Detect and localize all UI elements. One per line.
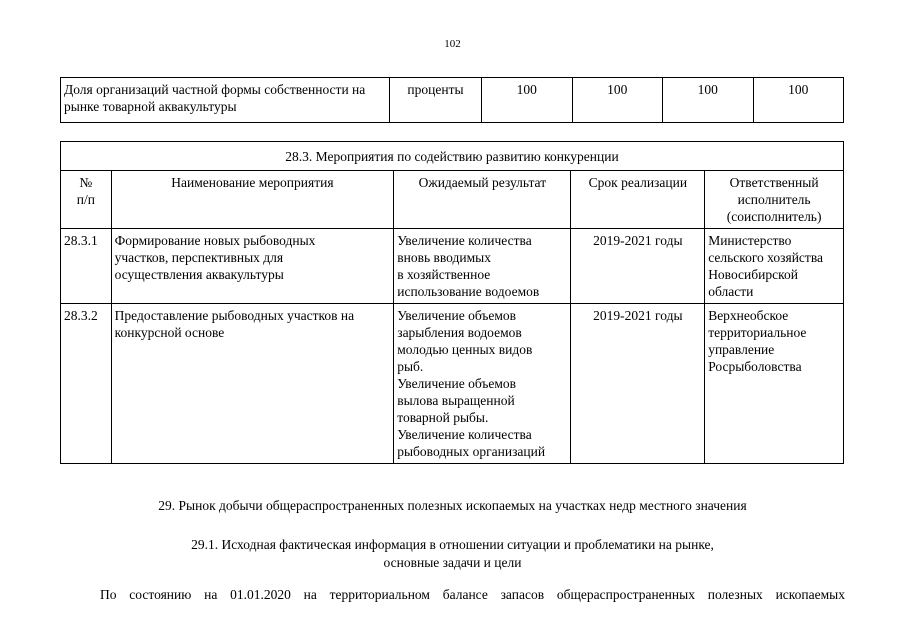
indicator-value: 100	[753, 78, 844, 123]
row-result-line: Увеличение объемов	[397, 376, 517, 391]
row-result-line: товарной рыбы.	[397, 410, 489, 425]
row-term: 2019-2021 годы	[571, 229, 705, 304]
row-result-line: вновь вводимых	[397, 250, 491, 265]
indicator-table	[60, 77, 844, 123]
indicator-value: 100	[482, 78, 573, 123]
page-number: 102	[444, 38, 461, 50]
row-name	[111, 229, 394, 304]
row-result	[394, 304, 571, 464]
row-responsible	[705, 304, 844, 464]
header-responsible	[705, 171, 844, 229]
row-responsible-line: территориальное	[708, 325, 807, 340]
row-responsible-line: Верхнеобское	[708, 308, 789, 323]
indicator-value: 100	[663, 78, 754, 123]
header-term: Срок реализации	[571, 171, 705, 229]
row-responsible	[705, 229, 844, 304]
header-result: Ожидаемый результат	[394, 171, 571, 229]
indicator-name: Доля организаций частной формы собственности на рынке товарной аквакультуры	[61, 78, 390, 123]
subsection-heading	[0, 536, 905, 572]
row-result-line: молодью ценных видов	[397, 342, 533, 357]
indicator-value: 100	[572, 78, 663, 123]
row-term: 2019-2021 годы	[571, 304, 705, 464]
subsection-heading-line: 29.1. Исходная фактическая информация в отношении ситуации и проблематики на рынке,	[191, 537, 714, 552]
row-name	[111, 304, 394, 464]
row-result-line: Увеличение количества	[397, 427, 532, 442]
row-num: 28.3.1	[61, 229, 112, 304]
table-row	[61, 229, 844, 304]
table-caption: 28.3. Мероприятия по содействию развитию конкуренции	[61, 142, 844, 171]
row-result-line: в хозяйственное	[397, 267, 491, 282]
header-responsible-line: (соисполнитель)	[726, 209, 822, 224]
table-header-row	[61, 171, 844, 229]
row-name-line: участков, перспективных для	[114, 250, 284, 265]
subsection-heading-line: основные задачи и цели	[383, 555, 522, 570]
row-result-line: использование водоемов	[397, 284, 540, 299]
header-name: Наименование мероприятия	[111, 171, 394, 229]
row-name-line: конкурсной основе	[114, 325, 225, 340]
body-paragraph: По состоянию на 01.01.2020 на территориальном балансе запасов общераспространенных полезных ископаемых	[100, 587, 845, 602]
row-responsible-line: Министерство	[708, 233, 792, 248]
row-responsible-line: управление	[708, 342, 775, 357]
header-num	[61, 171, 112, 229]
table-row	[61, 304, 844, 464]
row-responsible-line: Новосибирской	[708, 267, 798, 282]
row-result-line: зарыбления водоемов	[397, 325, 522, 340]
header-responsible-line: Ответственный	[729, 175, 819, 190]
row-name-line: Формирование новых рыбоводных	[114, 233, 316, 248]
row-result-line: Увеличение объемов	[397, 308, 517, 323]
section-heading: 29. Рынок добычи общераспространенных полезных ископаемых на участках недр местного значения	[158, 498, 747, 513]
header-responsible-line: исполнитель	[737, 192, 811, 207]
row-num: 28.3.2	[61, 304, 112, 464]
row-result-line: рыбоводных организаций	[397, 444, 546, 459]
header-num-line: п/п	[76, 192, 95, 207]
row-responsible-line: Росрыболовства	[708, 359, 802, 374]
row-result-line: рыб.	[397, 359, 424, 374]
row-result-line: вылова выращенной	[397, 393, 515, 408]
measures-table	[60, 141, 844, 464]
row-result	[394, 229, 571, 304]
row-name-line: осуществления аквакультуры	[114, 267, 284, 282]
header-num-line: №	[79, 175, 93, 190]
row-result-line: Увеличение количества	[397, 233, 532, 248]
indicator-unit: проценты	[390, 78, 482, 123]
table-caption-row	[61, 142, 844, 171]
table-row	[61, 78, 844, 123]
row-responsible-line: сельского хозяйства	[708, 250, 824, 265]
row-responsible-line: области	[708, 284, 754, 299]
row-name-line: Предоставление рыбоводных участков на	[114, 308, 355, 323]
